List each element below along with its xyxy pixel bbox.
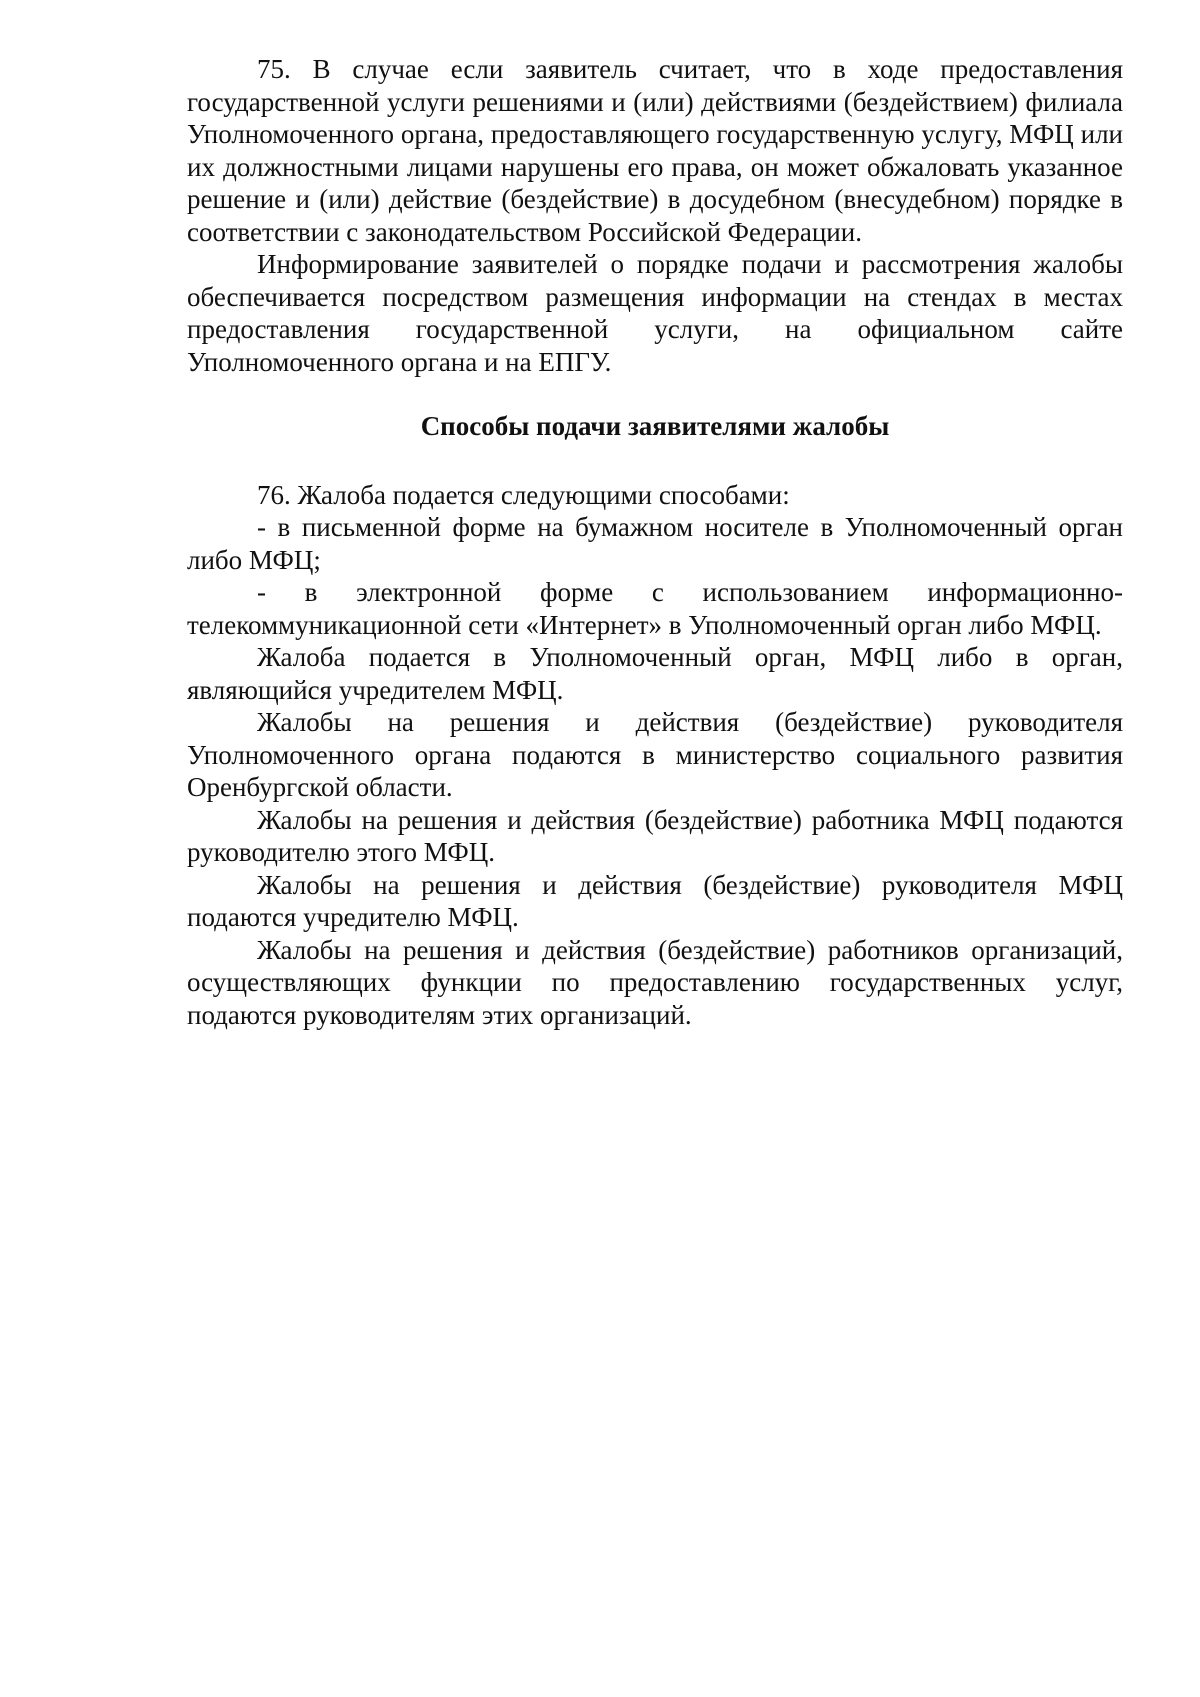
paragraph-complaints-organizations: Жалобы на решения и действия (бездействие) работников организаций, осуществляющих функции по предоставлению государственных услуг, подаются руководителям этих организаций. <box>187 934 1123 1030</box>
paragraph-informing-applicants: Информирование заявителей о порядке подачи и рассмотрения жалобы обеспечивается посредством размещения информации на стендах в местах предоставления государственной услуги, на официальном сайте Уполномоченного органа и на ЕПГУ. <box>187 249 1123 377</box>
list-item-paper-form: - в письменной форме на бумажном носителе в Уполномоченный орган либо МФЦ; <box>187 512 1123 575</box>
paragraph-complaints-mfc-head: Жалобы на решения и действия (бездействие) руководителя МФЦ подаются учредителю МФЦ. <box>187 869 1123 932</box>
paragraph-complaints-head-authority: Жалобы на решения и действия (бездействие) руководителя Уполномоченного органа подаются в министерство социального развития Оренбургской области. <box>187 707 1123 802</box>
paragraph-where-filed: Жалоба подается в Уполномоченный орган, МФЦ либо в орган, являющийся учредителем МФЦ. <box>187 642 1123 705</box>
paragraph-75-complaint-right: 75. В случае если заявитель считает, что в ходе предоставления государственной услуги решениями и (или) действиями (бездействием) филиала Уполномоченного органа, предоставляющего государственную услугу, МФЦ или их должностными лицами нарушены его права, он может обжаловать указанное решение и (или) действие (бездействие) в досудебном (внесудебном) порядке в соответствии с законодательством Российской Федерации. <box>187 54 1123 247</box>
section-heading: Способы подачи заявителями жалобы <box>420 411 890 441</box>
list-item-electronic-form: - в электронной форме с использованием информационно-телекоммуникационной сети «Интернет» в Уполномоченный орган либо МФЦ. <box>187 577 1123 640</box>
document-body <box>187 53 1123 1031</box>
paragraph-complaints-mfc-employee: Жалобы на решения и действия (бездействие) работника МФЦ подаются руководителю этого МФЦ. <box>187 804 1123 867</box>
paragraph-76-methods: 76. Жалоба подается следующими способами: <box>257 479 790 510</box>
